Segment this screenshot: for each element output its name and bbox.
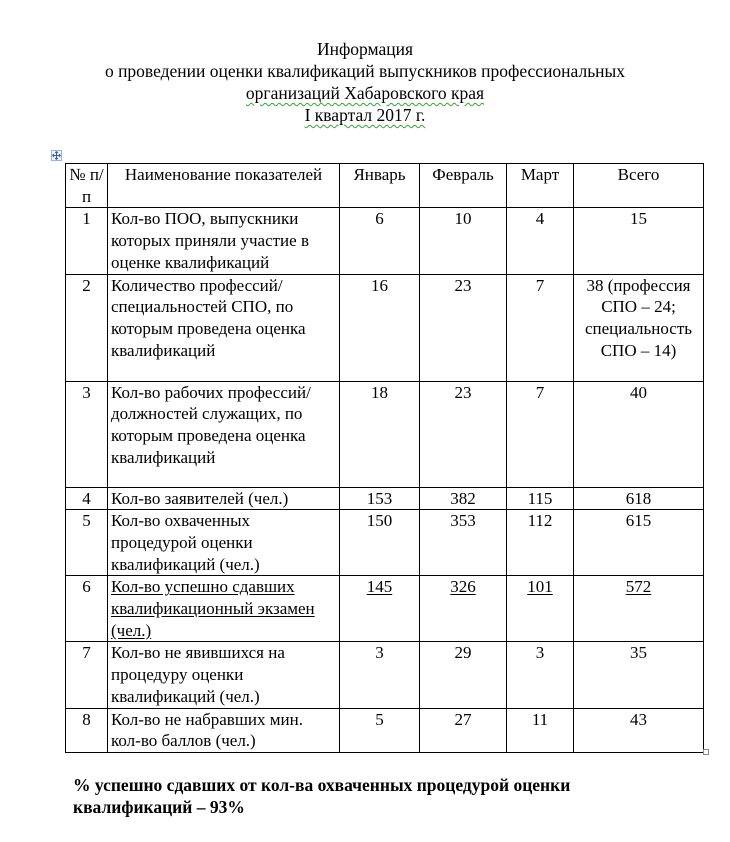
header-feb: Февраль [420, 164, 507, 208]
cell-num: 7 [66, 642, 108, 708]
cell-mar: 3 [507, 642, 574, 708]
cell-jan: 16 [340, 274, 420, 381]
title-line-1: Информация [316, 39, 414, 59]
cell-jan: 145 [366, 577, 393, 597]
cell-total: 43 [574, 708, 704, 752]
cell-name: Кол-во не явившихся на процедуру оценки квалификаций (чел.) [108, 642, 340, 708]
cell-name: Кол-во рабочих профессий/должностей служащих, по которым проведена оценка квалификаций [108, 381, 340, 487]
cell-feb: 382 [420, 487, 507, 510]
cell-feb-wrap [420, 576, 507, 642]
cell-num: 3 [66, 381, 108, 487]
cell-name: Количество профессий/специальностей СПО, по которым проведена оценка квалификаций [108, 274, 340, 381]
header-total: Всего [574, 164, 704, 208]
table-row [66, 708, 704, 752]
table-row [66, 642, 704, 708]
cell-name: Кол-во успешно сдавших квалификационный экзамен (чел.) [111, 577, 315, 640]
summary-text: % успешно сдавших от кол-ва охваченных процедурой оценки квалификаций – 93% [73, 775, 571, 817]
cell-feb: 10 [420, 208, 507, 274]
cell-num: 4 [66, 487, 108, 510]
header-num: № п/п [66, 164, 108, 208]
cell-jan: 6 [340, 208, 420, 274]
cell-total: 15 [574, 208, 704, 274]
cell-feb: 27 [420, 708, 507, 752]
cell-mar: 115 [507, 487, 574, 510]
cell-name: Кол-во заявителей (чел.) [108, 487, 340, 510]
cell-name: Кол-во ПОО, выпускники которых приняли участие в оценке квалификаций [108, 208, 340, 274]
header-jan: Январь [340, 164, 420, 208]
title-line-3 [0, 82, 730, 104]
table-row [66, 274, 704, 381]
cell-jan: 5 [340, 708, 420, 752]
cell-jan: 153 [340, 487, 420, 510]
cell-total: 618 [574, 487, 704, 510]
header-name: Наименование показателей [108, 164, 340, 208]
cell-jan: 150 [340, 510, 420, 576]
cell-total: 40 [574, 381, 704, 487]
cell-mar: 101 [527, 577, 553, 597]
document-title [0, 38, 730, 126]
table-row [66, 487, 704, 510]
cell-mar: 7 [507, 274, 574, 381]
title-line-4-text: I квартал 2017 г. [304, 105, 426, 125]
cell-feb: 353 [420, 510, 507, 576]
cell-jan: 18 [340, 381, 420, 487]
title-line-4 [0, 104, 730, 126]
table-row [66, 510, 704, 576]
cell-name: Кол-во охваченных процедурой оценки квалификаций (чел.) [108, 510, 340, 576]
cell-num: 5 [66, 510, 108, 576]
cell-mar: 112 [507, 510, 574, 576]
table-row [66, 208, 704, 274]
cell-mar: 11 [507, 708, 574, 752]
cell-total: 38 (профессия СПО – 24; специальность СПО – 14) [574, 274, 704, 381]
cell-name-wrap [108, 576, 340, 642]
cell-jan-wrap [340, 576, 420, 642]
cell-feb: 326 [450, 577, 476, 597]
cell-mar-wrap [507, 576, 574, 642]
title-line-2: о проведении оценки квалификаций выпускников профессиональных [104, 61, 626, 81]
cell-total: 572 [625, 577, 652, 597]
cell-feb: 23 [420, 274, 507, 381]
cell-total-wrap [574, 576, 704, 642]
table-header-row [66, 164, 704, 208]
move-arrows-icon [52, 151, 61, 160]
cell-total: 615 [574, 510, 704, 576]
cell-num: 1 [66, 208, 108, 274]
table-resize-handle[interactable] [703, 749, 709, 755]
cell-num: 6 [66, 576, 108, 642]
table-move-handle[interactable] [51, 150, 62, 161]
cell-num: 8 [66, 708, 108, 752]
title-line-3-text: организаций Хабаровского края [245, 83, 485, 103]
table-row [66, 381, 704, 487]
table-row [66, 576, 704, 642]
cell-feb: 29 [420, 642, 507, 708]
cell-jan: 3 [340, 642, 420, 708]
cell-total: 35 [574, 642, 704, 708]
cell-mar: 7 [507, 381, 574, 487]
qualification-table [65, 163, 704, 753]
cell-num: 2 [66, 274, 108, 381]
cell-mar: 4 [507, 208, 574, 274]
cell-feb: 23 [420, 381, 507, 487]
cell-name: Кол-во не набравших мин. кол-во баллов (чел.) [108, 708, 340, 752]
header-mar: Март [507, 164, 574, 208]
